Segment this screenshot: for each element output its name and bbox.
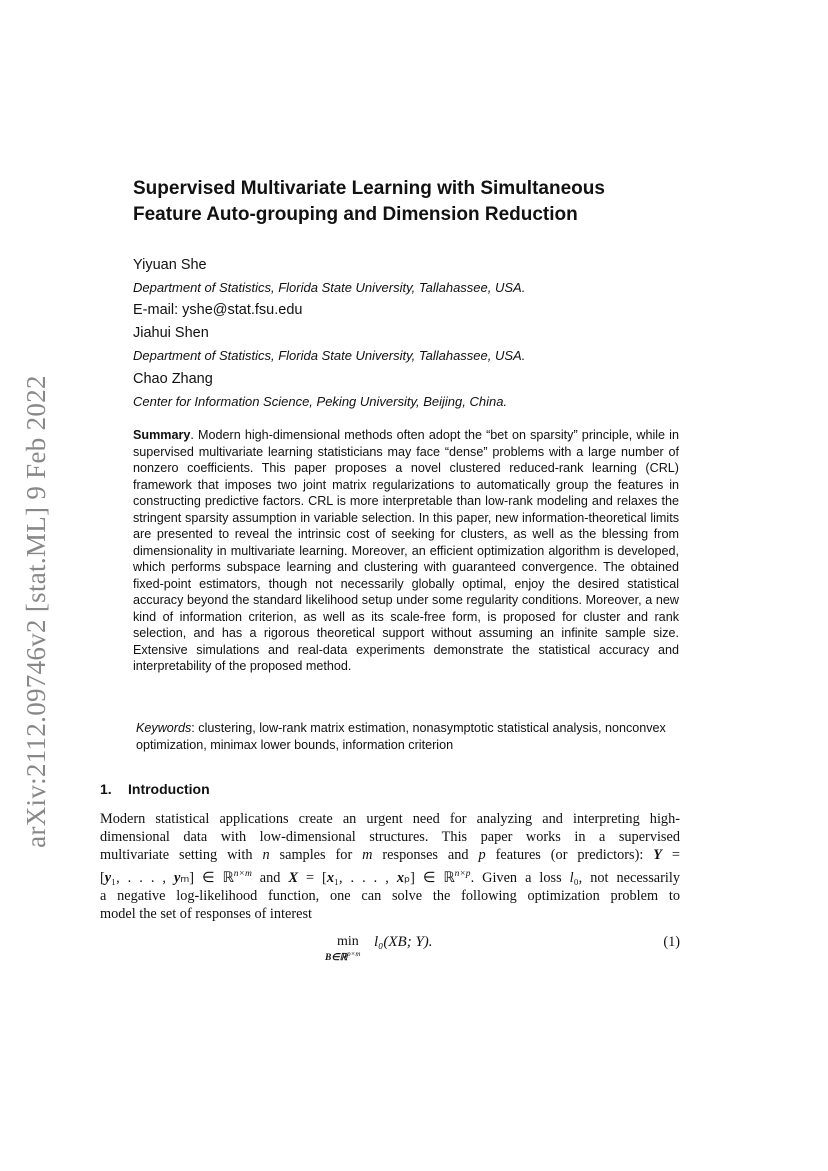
title-line-2: Feature Auto-grouping and Dimension Reduction xyxy=(133,204,578,225)
keywords-text: : clustering, low-rank matrix estimation, nonasymptotic statistical analysis, nonconvex optimization, minimax lower bounds, information criterion xyxy=(136,721,666,752)
keywords-label: Keywords xyxy=(136,721,192,735)
arxiv-id-text: arXiv:2112.09746v2 [stat.ML] 9 Feb 2022 xyxy=(20,374,51,848)
equation-1 xyxy=(100,932,680,968)
author-email: E-mail: yshe@stat.fsu.edu xyxy=(133,302,303,318)
section-title: Introduction xyxy=(128,781,210,797)
intro-line: a negative log-likelihood function, one can solve the following optimization problem to xyxy=(100,887,680,904)
author-affiliation: Department of Statistics, Florida State University, Tallahassee, USA. xyxy=(133,280,526,295)
paper-title xyxy=(133,176,693,228)
intro-line: [y₁, . . . , yₘ] ∈ ℝ$^{n\times m}$ and X = [x₁, . . . , xₚ] ∈ ℝ$^{n\times p}$. Given a loss l₀, not necessarily xyxy=(100,868,680,886)
arxiv-watermark xyxy=(14,362,58,860)
intro-line: Modern statistical applications create an urgent need for analyzing and interpreting high- xyxy=(100,811,680,827)
intro-paragraph xyxy=(100,810,680,923)
abstract-label: Summary xyxy=(133,428,191,442)
equation-min-operator: min xyxy=(337,934,359,949)
intro-line: multivariate setting with n samples for m responses and p features (or predictors): Y = xyxy=(100,847,680,864)
section-number: 1. xyxy=(100,781,112,797)
abstract-text: . Modern high-dimensional methods often adopt the “bet on sparsity” principle, while in supervised multivariate learning statisticians may face “dense” problems with a large number of nonzero coefficients. This paper proposes a novel clustered reduced-rank learning (CRL) framework that imposes two joint matrix regularizations to automatically group the features in constructing predictive factors. CRL is more interpretable than low-rank modeling and relaxes the stringent sparsity assumption in variable selection. In this paper, new information-theoretical limits are presented to reveal the intrinsic cost of seeking for clusters, as well as the blessing from dimensionality in multivariate learning. Moreover, an efficient optimization algorithm is developed, which performs subspace learning and clustering with guaranteed convergence. The obtained fixed-point estimators, though not necessarily globally optimal, enjoy the desired statistical accuracy beyond the standard likelihood setup under some regularity conditions. Moreover, a new kind of information criterion, as well as its scale-free form, is proposed for cluster and rank selection, and has a rigorous theoretical support without assuming an infinite sample size. Extensive simulations and real-data experiments demonstrate the statistical accuracy and interpretability of the proposed method. xyxy=(133,428,679,673)
title-line-1: Supervised Multivariate Learning with Simultaneous xyxy=(133,178,605,199)
abstract xyxy=(133,427,679,675)
equation-number: (1) xyxy=(663,934,680,950)
author-name: Chao Zhang xyxy=(133,371,213,387)
author-name: Yiyuan She xyxy=(133,257,207,273)
equation-body: l₀(XB; Y). xyxy=(374,934,433,950)
section-heading xyxy=(100,781,210,797)
author-name: Jiahui Shen xyxy=(133,325,209,341)
author-affiliation: Department of Statistics, Florida State University, Tallahassee, USA. xyxy=(133,348,526,363)
keywords xyxy=(136,720,696,754)
equation-subscript: B∈ℝ$^{p\times m}$ xyxy=(325,950,361,964)
intro-line: model the set of responses of interest xyxy=(100,905,313,922)
intro-line: dimensional data with low-dimensional structures. This paper works in a supervised xyxy=(100,829,680,846)
author-affiliation: Center for Information Science, Peking University, Beijing, China. xyxy=(133,394,508,409)
